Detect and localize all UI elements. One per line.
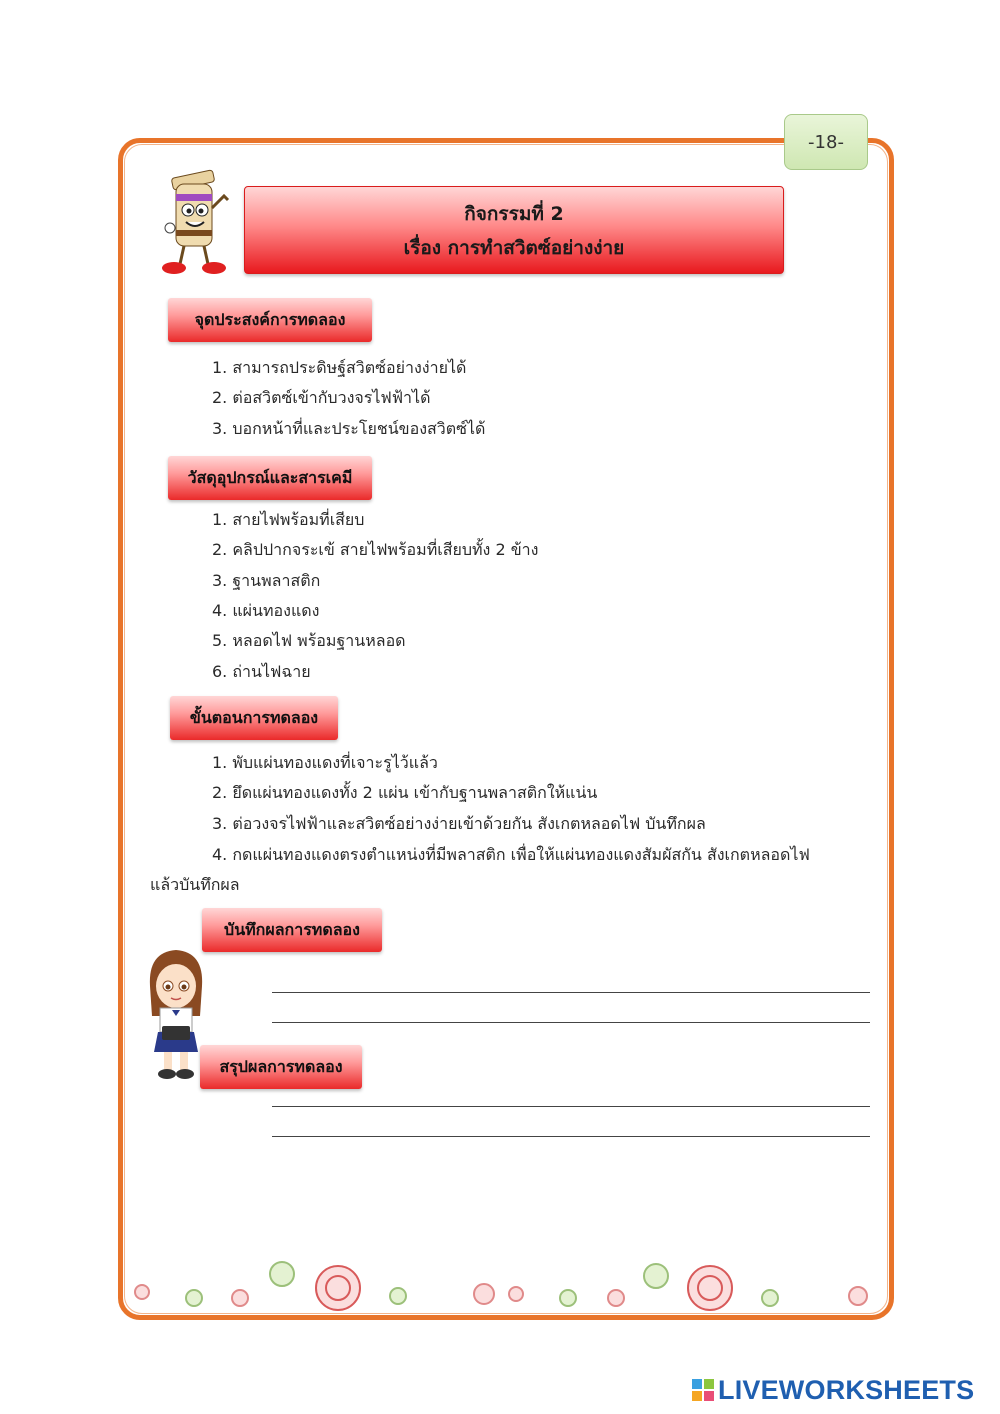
mascot-cartoon-icon [158,168,238,278]
activity-number: กิจกรรมที่ 2 [464,203,564,225]
liveworksheets-logo-icon [692,1379,714,1401]
activity-subject: เรื่อง การทำสวิตซ์อย่างง่าย [403,237,625,259]
step-item: 1. พับแผ่นทองแดงที่เจาะรูไว้แล้ว [212,753,438,772]
material-item: 3. ฐานพลาสติก [212,571,321,590]
material-item: 4. แผ่นทองแดง [212,601,320,620]
material-item: 2. คลิปปากจระเข้ สายไฟพร้อมที่เสียบทั้ง 2 ข้าง [212,540,539,559]
step-item: 2. ยึดแผ่นทองแดงทั้ง 2 แผ่น เข้ากับฐานพลาสติกให้แน่น [212,783,598,802]
conclusion-heading: สรุปผลการทดลอง [200,1045,362,1089]
ornaments-decoration [126,1252,878,1312]
objective-item: 1. สามารถประดิษฐ์สวิตซ์อย่างง่ายได้ [212,358,467,377]
conclusion-answer-line[interactable] [272,1106,870,1107]
materials-heading: วัสดุอุปกรณ์และสารเคมี [168,456,372,500]
material-item: 6. ถ่านไฟฉาย [212,662,311,681]
step-item: 4. กดแผ่นทองแดงตรงตำแหน่งที่มีพลาสติก เพื่อให้แผ่นทองแดงสัมผัสกัน สังเกตหลอดไฟ [212,845,810,864]
results-answer-line[interactable] [272,1022,870,1023]
objective-item: 3. บอกหน้าที่และประโยชน์ของสวิตซ์ได้ [212,419,486,438]
step-item: 3. ต่อวงจรไฟฟ้าและสวิตซ์อย่างง่ายเข้าด้วยกัน สังเกตหลอดไฟ บันทึกผล [212,814,706,833]
material-item: 1. สายไฟพร้อมที่เสียบ [212,510,365,529]
material-item: 5. หลอดไฟ พร้อมฐานหลอด [212,631,406,650]
brand-name: LIVEWORKSHEETS [718,1374,975,1405]
objective-item: 2. ต่อสวิตซ์เข้ากับวงจรไฟฟ้าได้ [212,388,431,407]
results-heading: บันทึกผลการทดลอง [202,908,382,952]
results-answer-line[interactable] [272,992,870,993]
activity-title [244,186,784,274]
brand-logo [692,1374,974,1406]
objectives-heading: จุดประสงค์การทดลอง [168,298,372,342]
conclusion-answer-line[interactable] [272,1136,870,1137]
page-number: -18- [784,114,868,170]
steps-heading: ขั้นตอนการทดลอง [170,696,338,740]
step-item-continuation: แล้วบันทึกผล [150,875,240,894]
